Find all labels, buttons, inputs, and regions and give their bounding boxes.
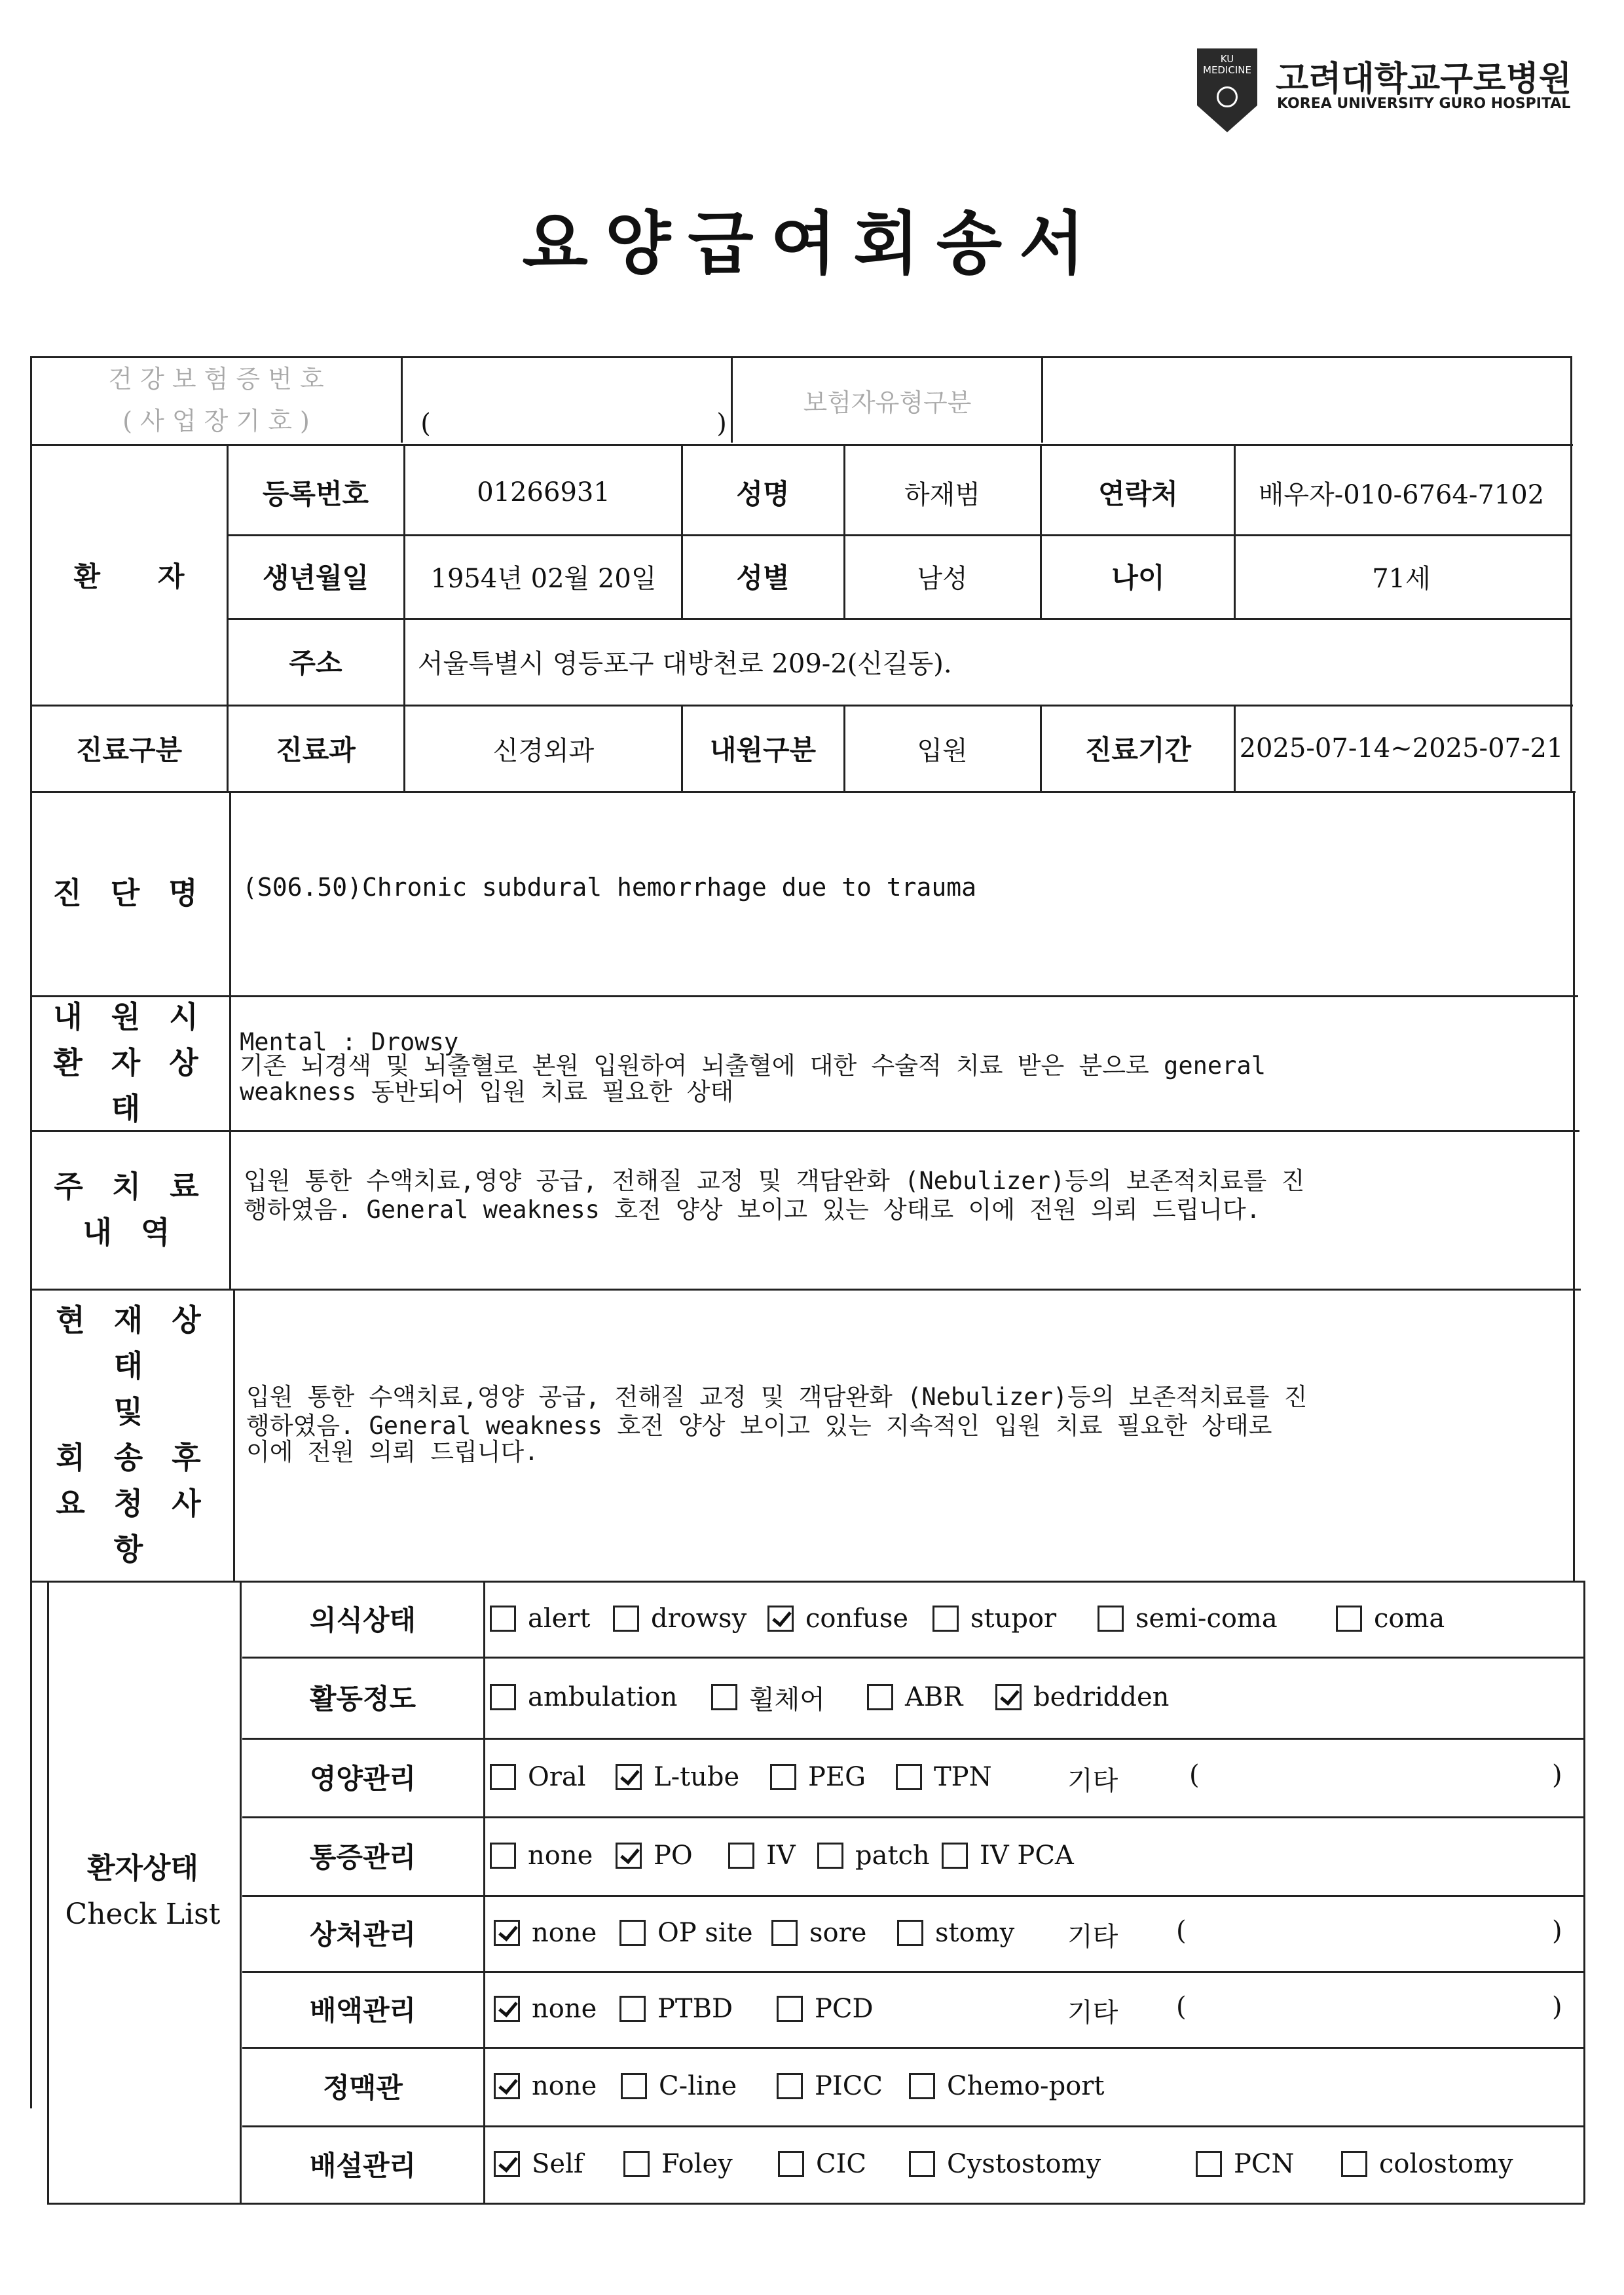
checkbox[interactable] bbox=[494, 2151, 520, 2177]
checklist-option-label: semi-coma bbox=[1135, 1604, 1278, 1634]
checkbox[interactable] bbox=[490, 1684, 516, 1710]
checklist-option-label: patch bbox=[855, 1841, 930, 1871]
main-treatment-label bbox=[31, 1131, 231, 1287]
sex-value: 남성 bbox=[917, 563, 968, 594]
checklist-option-label: 휠체어 bbox=[749, 1684, 825, 1715]
checklist-option-label: IV bbox=[766, 1841, 796, 1871]
current-state-label-line3: 회 송 후 bbox=[56, 1440, 210, 1475]
current-state-line2: 행하였음. General weakness 호전 양상 보이고 있는 지속적인 입원 치료 필요한 상태로 bbox=[246, 1412, 1272, 1440]
grid-vline bbox=[403, 444, 405, 791]
checkbox[interactable] bbox=[771, 1920, 798, 1946]
grid-vline bbox=[401, 356, 403, 443]
current-state-line1: 입원 통한 수액치료,영양 공급, 전해질 교정 및 객담완화 (Nebulizer)등의 보존적치료를 진 bbox=[246, 1383, 1308, 1411]
birth-date-label: 생년월일 bbox=[262, 562, 369, 594]
checklist-option[interactable] bbox=[616, 1738, 739, 1816]
registration-number-value: 01266931 bbox=[477, 477, 610, 507]
document-title: 요양급여회송서 bbox=[522, 204, 1102, 284]
other-paren-close: ) bbox=[1552, 1992, 1562, 2022]
checklist-label-line2: Check List bbox=[65, 1898, 221, 1931]
checklist-option[interactable] bbox=[494, 1971, 597, 2047]
checkmark-icon bbox=[772, 1607, 792, 1627]
checkbox[interactable] bbox=[490, 1843, 516, 1869]
insurance-paren-open: ( bbox=[420, 409, 431, 439]
checklist-option-label: coma bbox=[1374, 1604, 1445, 1634]
checklist-option-label: PEG bbox=[808, 1762, 866, 1792]
contact-label: 연락처 bbox=[1098, 478, 1178, 510]
checklist-option-label: PICC bbox=[815, 2071, 883, 2101]
checklist-option-label: C-line bbox=[659, 2071, 737, 2101]
age-value: 71세 bbox=[1372, 563, 1431, 594]
checklist-option[interactable] bbox=[909, 2125, 1101, 2203]
checklist-option-label: Cystostomy bbox=[947, 2149, 1101, 2179]
department-label: 진료과 bbox=[276, 734, 356, 766]
checklist-option[interactable] bbox=[711, 1657, 825, 1738]
checklist-option-label: colostomy bbox=[1379, 2149, 1513, 2179]
checklist-option-label: ABR bbox=[905, 1682, 963, 1712]
checkbox[interactable] bbox=[613, 1606, 639, 1632]
grid-vline bbox=[1041, 356, 1043, 443]
checkbox[interactable] bbox=[616, 1764, 642, 1790]
checklist-option[interactable] bbox=[932, 1581, 1056, 1657]
name-value: 하재범 bbox=[904, 479, 980, 510]
checklist-row-label: 통증관리 bbox=[309, 1841, 416, 1873]
checklist-option[interactable] bbox=[1098, 1581, 1278, 1657]
checklist-option-label: L-tube bbox=[654, 1762, 740, 1792]
checkbox[interactable] bbox=[711, 1684, 737, 1710]
current-state-line3: 이에 전원 의뢰 드립니다. bbox=[246, 1438, 539, 1466]
checkbox[interactable] bbox=[621, 2073, 647, 2099]
visit-type-label: 내원구분 bbox=[709, 734, 817, 766]
checkbox[interactable] bbox=[616, 1843, 642, 1869]
other-paren-open: ( bbox=[1176, 1916, 1187, 1946]
admission-state-line3: weakness 동반되어 입원 치료 필요한 상태 bbox=[240, 1078, 734, 1106]
diagnosis-label: 진 단 명 bbox=[52, 875, 207, 911]
checklist-label bbox=[47, 1582, 238, 2201]
checklist-option-label: sore bbox=[809, 1918, 867, 1948]
checkbox[interactable] bbox=[867, 1684, 893, 1710]
checklist-option-label: bedridden bbox=[1033, 1682, 1170, 1712]
sex-label: 성별 bbox=[736, 562, 790, 594]
checklist-row-label: 정맥관 bbox=[323, 2072, 403, 2104]
insurance-number-label bbox=[31, 358, 401, 443]
grid-hline bbox=[30, 1130, 1579, 1132]
checklist-option[interactable] bbox=[942, 1816, 1074, 1895]
checkbox[interactable] bbox=[619, 1996, 646, 2022]
checklist-option[interactable] bbox=[490, 1657, 678, 1738]
checklist-option-label: none bbox=[528, 1841, 593, 1871]
checklist-option[interactable] bbox=[1336, 1581, 1445, 1657]
checkmark-icon bbox=[498, 2152, 518, 2173]
checklist-row-label: 상처관리 bbox=[309, 1919, 416, 1951]
checkbox[interactable] bbox=[909, 2073, 935, 2099]
grid-hline bbox=[30, 705, 1573, 707]
checkbox[interactable] bbox=[494, 2073, 520, 2099]
checklist-option-label: ambulation bbox=[528, 1682, 678, 1712]
checklist-option-label: drowsy bbox=[651, 1604, 747, 1634]
other-paren-close: ) bbox=[1552, 1916, 1562, 1946]
checkbox[interactable] bbox=[777, 1996, 803, 2022]
checklist-option[interactable] bbox=[619, 1971, 733, 2047]
checklist-option-label: TPN bbox=[934, 1762, 992, 1792]
other-paren-open: ( bbox=[1189, 1760, 1200, 1790]
checklist-option[interactable] bbox=[494, 2125, 583, 2203]
checkbox[interactable] bbox=[494, 1920, 520, 1946]
checkbox[interactable] bbox=[995, 1684, 1022, 1710]
admission-state-label bbox=[31, 997, 229, 1129]
checklist-option-label: OP site bbox=[657, 1918, 753, 1948]
checklist-option[interactable] bbox=[817, 1816, 930, 1895]
checklist-option[interactable] bbox=[728, 1816, 796, 1895]
grid-hline bbox=[30, 1289, 1581, 1291]
current-state-label-line2: 및 bbox=[113, 1394, 153, 1429]
hospital-name-korean: 고려대학교구로병원 bbox=[1276, 60, 1572, 99]
treatment-period-label: 진료기간 bbox=[1084, 734, 1192, 766]
checklist-option[interactable] bbox=[770, 1738, 866, 1816]
insurance-paren-close: ) bbox=[716, 409, 727, 439]
grid-vline bbox=[1570, 356, 1572, 791]
checkbox[interactable] bbox=[777, 2073, 803, 2099]
checklist-option-label: stomy bbox=[935, 1918, 1015, 1948]
checklist-option[interactable] bbox=[777, 1971, 874, 2047]
checklist-option-label: stupor bbox=[970, 1604, 1057, 1634]
checklist-option[interactable] bbox=[777, 2047, 883, 2125]
name-label: 성명 bbox=[736, 478, 790, 510]
address-label: 주소 bbox=[289, 647, 342, 679]
treatment-period-value: 2025-07-14~2025-07-21 bbox=[1239, 733, 1564, 763]
logo-text: KU MEDICINE bbox=[1203, 53, 1251, 76]
checkmark-icon bbox=[498, 2074, 518, 2095]
treatment-section-label: 진료구분 bbox=[75, 734, 183, 766]
grid-vline bbox=[1040, 705, 1042, 791]
checklist-option[interactable] bbox=[909, 2047, 1104, 2125]
age-label: 나이 bbox=[1111, 562, 1165, 594]
checkbox[interactable] bbox=[490, 1764, 516, 1790]
checklist-option[interactable] bbox=[767, 1581, 908, 1657]
checkbox[interactable] bbox=[896, 1764, 922, 1790]
checkbox[interactable] bbox=[778, 2151, 804, 2177]
checklist-option-label: alert bbox=[528, 1604, 591, 1634]
emblem-icon bbox=[1217, 86, 1238, 107]
checklist-option[interactable] bbox=[490, 1581, 591, 1657]
checklist-row-label: 영양관리 bbox=[309, 1763, 416, 1795]
checkbox[interactable] bbox=[817, 1843, 843, 1869]
checklist-option[interactable] bbox=[494, 1895, 597, 1971]
checklist-option-label: none bbox=[532, 1994, 597, 2024]
checkbox[interactable] bbox=[728, 1843, 754, 1869]
checkbox[interactable] bbox=[932, 1606, 959, 1632]
insurance-number-label-line2: ( 사 업 장 기 호 ) bbox=[122, 407, 310, 435]
admission-state-line2: 기존 뇌경색 및 뇌출혈로 본원 입원하여 뇌출혈에 대한 수술적 치료 받은 분으로 general bbox=[240, 1052, 1266, 1080]
checkbox[interactable] bbox=[909, 2151, 935, 2177]
main-treatment-line1: 입원 통한 수액치료,영양 공급, 전해질 교정 및 객담완화 (Nebulizer)등의 보존적치료를 진 bbox=[244, 1167, 1305, 1195]
other-label: 기타 bbox=[1067, 1998, 1118, 2028]
checklist-option-label: confuse bbox=[805, 1604, 909, 1634]
other-label: 기타 bbox=[1067, 1922, 1118, 1952]
checklist-option-label: CIC bbox=[816, 2149, 867, 2179]
checklist-option[interactable] bbox=[771, 1895, 866, 1971]
checklist-option-label: PO bbox=[654, 1841, 693, 1871]
registration-number-label: 등록번호 bbox=[262, 478, 369, 510]
contact-value: 배우자-010-6764-7102 bbox=[1258, 479, 1545, 510]
admission-state-label-line1: 내 원 시 bbox=[53, 999, 208, 1035]
checklist-option[interactable] bbox=[494, 2047, 597, 2125]
checklist-option-label: IV PCA bbox=[980, 1841, 1074, 1871]
checklist-row-label: 배액관리 bbox=[309, 1994, 416, 2027]
checklist-option[interactable] bbox=[616, 1816, 693, 1895]
checklist-option[interactable] bbox=[613, 1581, 747, 1657]
visit-type-value: 입원 bbox=[917, 735, 968, 766]
checklist-option[interactable] bbox=[623, 2125, 733, 2203]
address-value: 서울특별시 영등포구 대방천로 209-2(신길동). bbox=[418, 648, 952, 679]
birth-date-value: 1954년 02월 20일 bbox=[430, 563, 657, 594]
checkmark-icon bbox=[620, 1765, 640, 1786]
checkmark-icon bbox=[498, 1921, 518, 1941]
checkbox[interactable] bbox=[494, 1996, 520, 2022]
checkbox[interactable] bbox=[942, 1843, 968, 1869]
checklist-option[interactable] bbox=[778, 2125, 866, 2203]
grid-hline bbox=[30, 791, 1576, 793]
checklist-option[interactable] bbox=[896, 1738, 992, 1816]
hospital-logo bbox=[1197, 48, 1257, 132]
checklist-option[interactable] bbox=[897, 1895, 1014, 1971]
grid-vline bbox=[1583, 1581, 1585, 2203]
checklist-option-label: PCD bbox=[815, 1994, 874, 2024]
grid-vline bbox=[483, 1581, 485, 2203]
checkbox[interactable] bbox=[1336, 1606, 1362, 1632]
checkmark-icon bbox=[498, 1997, 518, 2017]
admission-state-label-line2: 환 자 상 태 bbox=[53, 1045, 208, 1126]
checklist-option[interactable] bbox=[621, 2047, 737, 2125]
grid-vline bbox=[240, 1581, 242, 2203]
insurance-number-label-line1: 건 강 보 험 증 번 호 bbox=[108, 365, 324, 394]
checklist-option[interactable] bbox=[1341, 2125, 1513, 2203]
insurer-type-label: 보험자유형구분 bbox=[803, 388, 972, 417]
other-paren-close: ) bbox=[1552, 1760, 1562, 1790]
checklist-option-label: none bbox=[532, 1918, 597, 1948]
checkbox[interactable] bbox=[1196, 2151, 1222, 2177]
current-state-label-line1: 현 재 상 태 bbox=[56, 1302, 210, 1384]
current-state-label bbox=[31, 1290, 234, 1579]
hospital-name-english: KOREA UNIVERSITY GURO HOSPITAL bbox=[1277, 96, 1571, 112]
checklist-row-label: 배설관리 bbox=[309, 2150, 416, 2182]
insurer-type-value bbox=[1044, 358, 1568, 443]
admission-state-line1: Mental : Drowsy bbox=[240, 1028, 459, 1056]
checkbox[interactable] bbox=[770, 1764, 796, 1790]
checklist-option[interactable] bbox=[490, 1816, 593, 1895]
checklist-option[interactable] bbox=[619, 1895, 753, 1971]
checklist-row-label: 활동정도 bbox=[309, 1683, 416, 1715]
checklist-option-label: Oral bbox=[528, 1762, 586, 1792]
checklist-option-label: none bbox=[532, 2071, 597, 2101]
checkmark-icon bbox=[620, 1844, 640, 1864]
checklist-option[interactable] bbox=[1196, 2125, 1295, 2203]
grid-vline bbox=[1040, 444, 1042, 619]
checklist-option[interactable] bbox=[867, 1657, 963, 1738]
other-paren-open: ( bbox=[1176, 1992, 1187, 2022]
checkbox[interactable] bbox=[623, 2151, 650, 2177]
checklist-option[interactable] bbox=[995, 1657, 1169, 1738]
main-treatment-label-line1: 주 치 료 bbox=[54, 1169, 208, 1204]
checklist-option-label: Chemo-port bbox=[947, 2071, 1105, 2101]
checkbox[interactable] bbox=[767, 1606, 794, 1632]
checkbox[interactable] bbox=[619, 1920, 646, 1946]
checklist-option-label: PCN bbox=[1234, 2149, 1295, 2179]
checkbox[interactable] bbox=[1341, 2151, 1367, 2177]
checkmark-icon bbox=[1000, 1685, 1020, 1706]
checklist-option-label: PTBD bbox=[657, 1994, 733, 2024]
diagnosis-value: (S06.50)Chronic subdural hemorrhage due to trauma bbox=[242, 873, 977, 902]
checkbox[interactable] bbox=[1098, 1606, 1124, 1632]
department-value: 신경외과 bbox=[492, 735, 595, 766]
checkbox[interactable] bbox=[490, 1606, 516, 1632]
grid-hline bbox=[30, 995, 1578, 997]
checkbox[interactable] bbox=[897, 1920, 923, 1946]
current-state-label-line4: 요 청 사 항 bbox=[56, 1486, 210, 1567]
checklist-label-line1: 환자상태 bbox=[86, 1852, 198, 1885]
main-treatment-label-line2: 내 역 bbox=[83, 1215, 179, 1250]
main-treatment-line2: 행하였음. General weakness 호전 양상 보이고 있는 상태로 이에 전원 의뢰 드립니다. bbox=[244, 1196, 1261, 1224]
checklist-row-label: 의식상태 bbox=[309, 1604, 416, 1636]
other-label: 기타 bbox=[1067, 1766, 1118, 1796]
checklist-option-label: Self bbox=[532, 2149, 583, 2179]
checklist-option-label: Foley bbox=[661, 2149, 733, 2179]
checklist-option[interactable] bbox=[490, 1738, 586, 1816]
grid-hline bbox=[47, 2203, 1585, 2205]
patient-section-label: 환 자 bbox=[73, 560, 185, 593]
grid-hline bbox=[30, 444, 1573, 446]
